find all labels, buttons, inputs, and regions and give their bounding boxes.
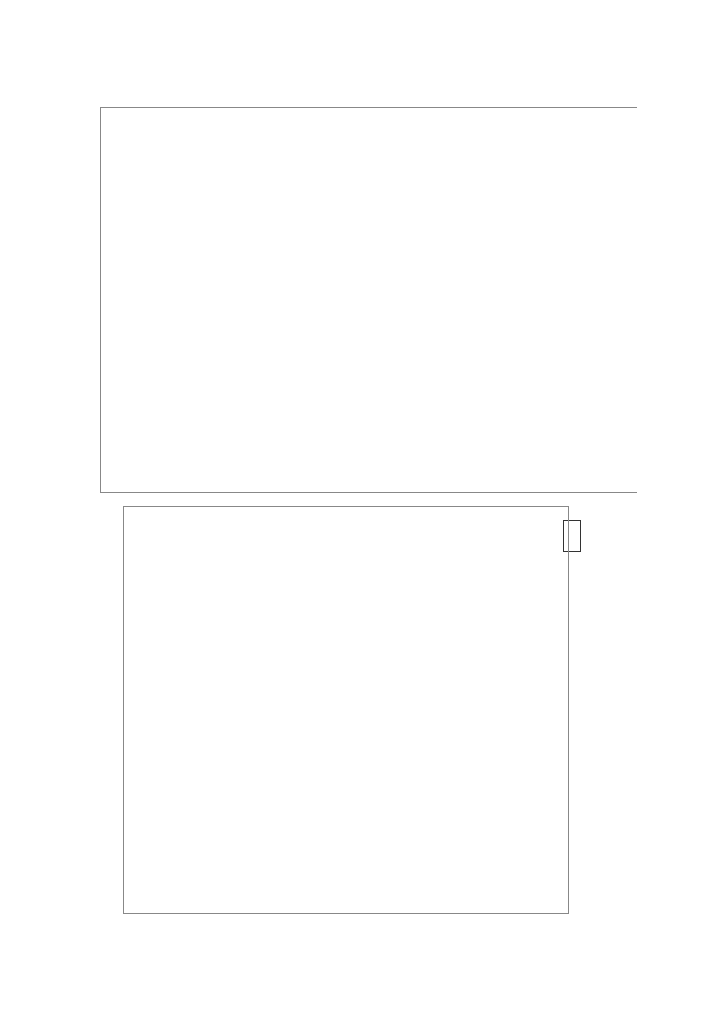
passage-frame: [100, 107, 637, 493]
dialog-frame: [123, 506, 569, 914]
